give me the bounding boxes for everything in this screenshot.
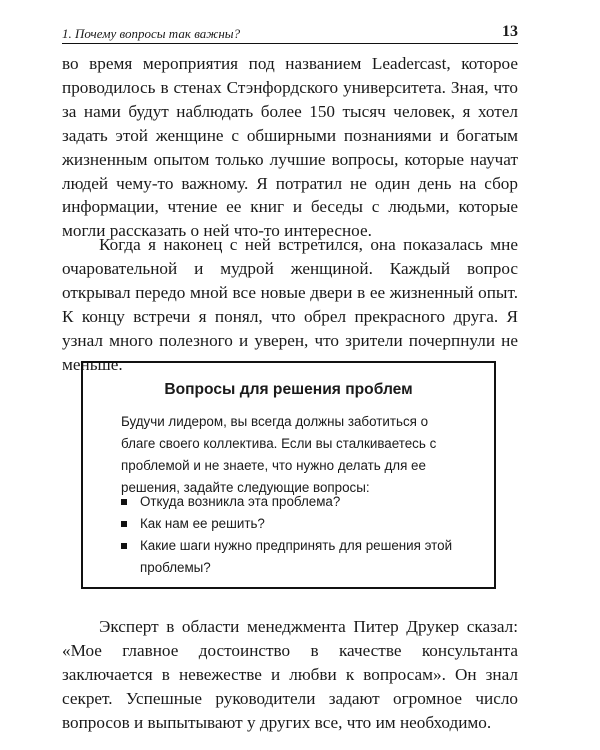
body-paragraph-2: Когда я наконец с ней встретился, она показалась мне очаровательной и мудрой женщиной. Каждый вопрос открывал передо мной все новые двери в ее жизненный опыт. К концу встречи я понял, что обрел прекрасного друга. Я узнал много полезного и уверен, что зрители почерпнули не меньше.: [62, 235, 518, 374]
list-item-text: Откуда возникла эта проблема?: [140, 494, 341, 509]
question-list: [121, 491, 466, 579]
list-item: [121, 513, 466, 535]
sidebar-box-intro: Будучи лидером, вы всегда должны заботиться о благе своего коллектива. Если вы сталкиваетесь с проблемой и не знаете, что нужно делать для ее решения, задайте следующие вопросы:: [121, 414, 437, 495]
sidebar-box: [81, 361, 496, 589]
list-item-text: Как нам ее решить?: [140, 516, 265, 531]
body-paragraph-1: во время мероприятия под названием Leadercast, которое проводилось в стенах Стэнфордского университета. Зная, что за нами будут наблюдать более 150 тысяч человек, я хотел задать этой женщине с обширными познаниями и богатым жизненным опытом только лучшие вопросы, которые научат людей чему-то важному. Я потратил не один день на сбор информации, чтение ее книг и беседы с людьми, которые могли рассказать о ней что-то интересное.: [62, 54, 518, 241]
page-number: 13: [502, 23, 518, 40]
sidebar-box-title: Вопросы для решения проблем: [164, 381, 413, 398]
list-item-text: Какие шаги нужно предпринять для решения этой проблемы?: [140, 538, 453, 575]
body-paragraph-3: Эксперт в области менеджмента Питер Друкер сказал: «Мое главное достоинство в качестве консультанта заключается в невежестве и любви к вопросам». Он знал секрет. Успешные руководители задают огромное число вопросов и выпытывают у других все, что им необходимо.: [62, 617, 518, 732]
list-item: [121, 535, 466, 579]
square-bullet-icon: [121, 521, 127, 527]
square-bullet-icon: [121, 543, 127, 549]
running-header: [62, 24, 518, 44]
square-bullet-icon: [121, 499, 127, 505]
chapter-title: 1. Почему вопросы так важны?: [62, 26, 241, 41]
list-item: [121, 491, 466, 513]
